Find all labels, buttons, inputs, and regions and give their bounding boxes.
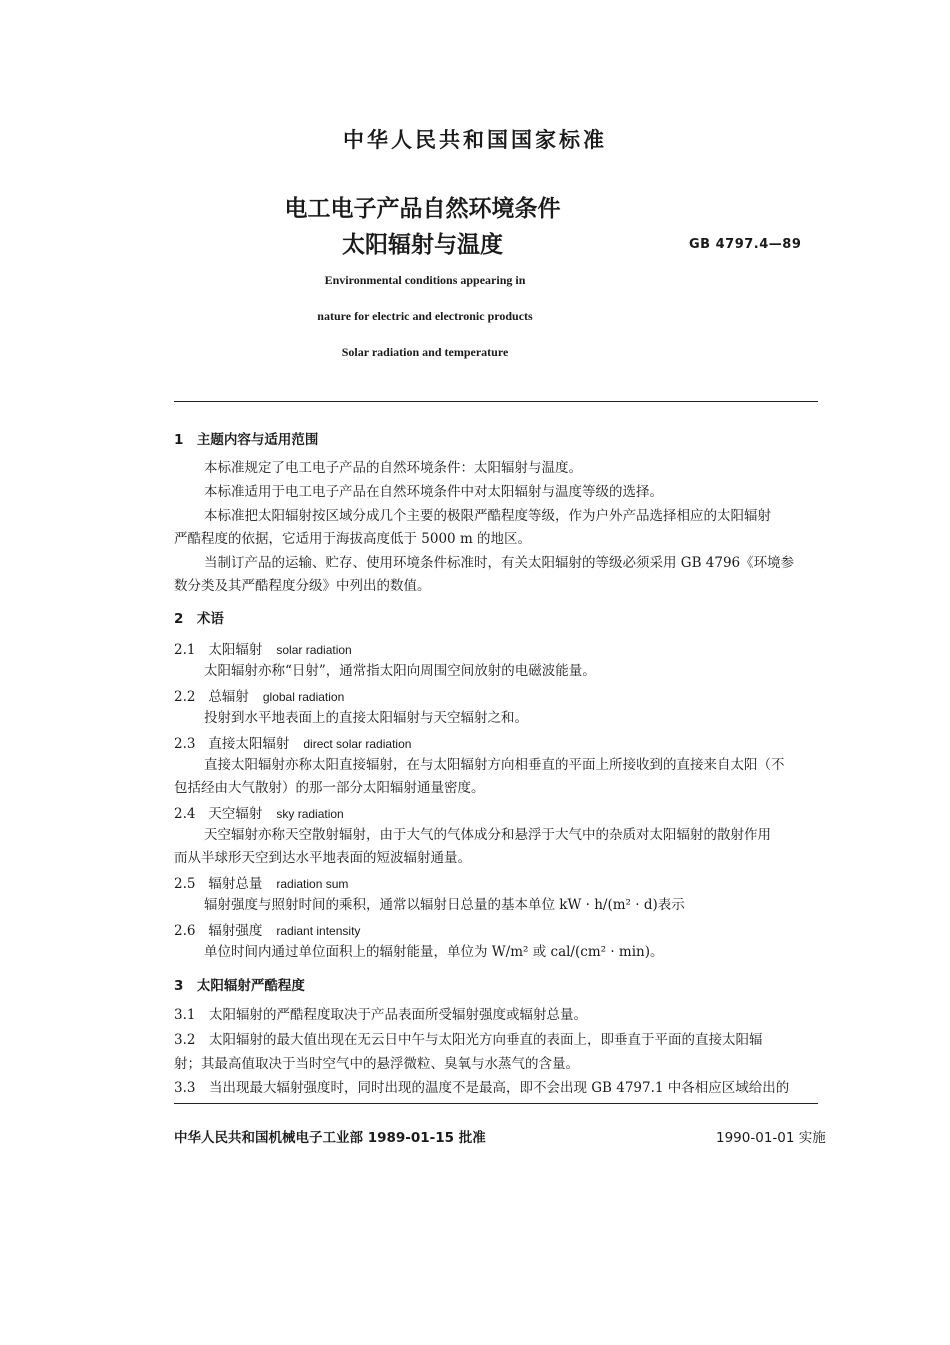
term-entry <box>174 919 360 939</box>
clause-3-2-cont: 射；其最高值取决于当时空气中的悬浮微粒、臭氧与水蒸气的含量。 <box>174 1056 579 1072</box>
term-definition: 天空辐射亦称天空散射辐射，由于大气的气体成分和悬浮于大气中的杂质对太阳辐射的散射作用 <box>204 827 771 843</box>
term-definition: 单位时间内通过单位面积上的辐射能量，单位为 W/m² 或 cal/(cm² · min)。 <box>204 944 664 960</box>
term-chinese: 总辐射 <box>208 689 249 705</box>
section-1-paragraph: 本标准把太阳辐射按区域分成几个主要的极限严酷程度等级，作为户外产品选择相应的太阳辐射 <box>204 508 771 524</box>
section-1-paragraph: 当制订产品的运输、贮存、使用环境条件标准时，有关太阳辐射的等级必须采用 GB 4796《环境参 <box>204 555 795 571</box>
term-definition: 太阳辐射亦称“日射”，通常指太阳向周围空间放射的电磁波能量。 <box>204 663 596 679</box>
section-1-paragraph-cont: 数分类及其严酷程度分级》中列出的数值。 <box>174 578 431 594</box>
english-title-line3: Solar radiation and temperature <box>341 345 509 359</box>
term-entry <box>174 638 352 658</box>
implementation-date: 1990-01-01 实施 <box>716 1130 826 1146</box>
section-1-paragraph: 本标准规定了电工电子产品的自然环境条件：太阳辐射与温度。 <box>204 460 582 476</box>
term-definition: 投射到水平地表面上的直接太阳辐射与天空辐射之和。 <box>204 710 528 726</box>
term-chinese: 辐射总量 <box>208 876 263 892</box>
section-1-heading: 1 主题内容与适用范围 <box>174 432 319 448</box>
approval-line: 中华人民共和国机械电子工业部 1989-01-15 批准 <box>174 1130 486 1146</box>
term-chinese: 直接太阳辐射 <box>208 736 290 752</box>
term-entry <box>174 802 344 822</box>
term-chinese: 天空辐射 <box>208 806 263 822</box>
clause-3-1: 3.1 太阳辐射的严酷程度取决于产品表面所受辐射强度或辐射总量。 <box>174 1007 587 1023</box>
term-chinese: 太阳辐射 <box>208 642 263 658</box>
footer-divider <box>174 1103 818 1104</box>
term-entry <box>174 872 348 892</box>
term-definition-cont: 而从半球形天空到达水平地表面的短波辐射通量。 <box>174 850 471 866</box>
term-definition: 辐射强度与照射时间的乘积，通常以辐射日总量的基本单位 kW · h/(m² · d)表示 <box>204 897 685 913</box>
term-english: radiation sum <box>276 877 349 891</box>
english-title-line2: nature for electric and electronic products <box>317 309 533 323</box>
header-divider <box>174 401 818 402</box>
section-3-heading: 3 太阳辐射严酷程度 <box>174 978 305 994</box>
section-2-heading: 2 术语 <box>174 611 224 627</box>
english-title-line1: Environmental conditions appearing in <box>324 273 526 287</box>
term-english: radiant intensity <box>276 924 361 938</box>
term-english: sky radiation <box>276 807 344 821</box>
standard-category-title: 中华人民共和国国家标准 <box>343 128 607 152</box>
term-entry <box>174 732 411 752</box>
clause-3-2: 3.2 太阳辐射的最大值出现在无云日中午与太阳光方向垂直的表面上，即垂直于平面的直接太阳辐 <box>174 1032 763 1048</box>
document-title-line1: 电工电子产品自然环境条件 <box>284 196 561 222</box>
term-english: direct solar radiation <box>303 737 412 751</box>
term-definition-cont: 包括经由大气散射）的那一部分太阳辐射通量密度。 <box>174 780 485 796</box>
gb-standard-number: GB 4797.4—89 <box>689 237 802 252</box>
document-title-line2: 太阳辐射与温度 <box>342 232 503 258</box>
term-entry <box>174 685 344 705</box>
term-chinese: 辐射强度 <box>208 923 263 939</box>
term-definition: 直接太阳辐射亦称太阳直接辐射，在与太阳辐射方向相垂直的平面上所接收到的直接来自太阳（不 <box>204 757 785 773</box>
clause-3-3: 3.3 当出现最大辐射强度时，同时出现的温度不是最高，即不会出现 GB 4797.1 中各相应区域给出的 <box>174 1080 790 1096</box>
term-number: 2.1 <box>174 642 196 658</box>
term-number: 2.2 <box>174 689 196 705</box>
term-number: 2.5 <box>174 876 196 892</box>
term-number: 2.6 <box>174 923 196 939</box>
section-1-paragraph: 本标准适用于电工电子产品在自然环境条件中对太阳辐射与温度等级的选择。 <box>204 484 663 500</box>
term-number: 2.3 <box>174 736 196 752</box>
section-1-paragraph-cont: 严酷程度的依据，它适用于海拔高度低于 5000 m 的地区。 <box>174 531 532 547</box>
term-english: solar radiation <box>276 643 352 657</box>
term-english: global radiation <box>262 690 345 704</box>
term-number: 2.4 <box>174 806 196 822</box>
